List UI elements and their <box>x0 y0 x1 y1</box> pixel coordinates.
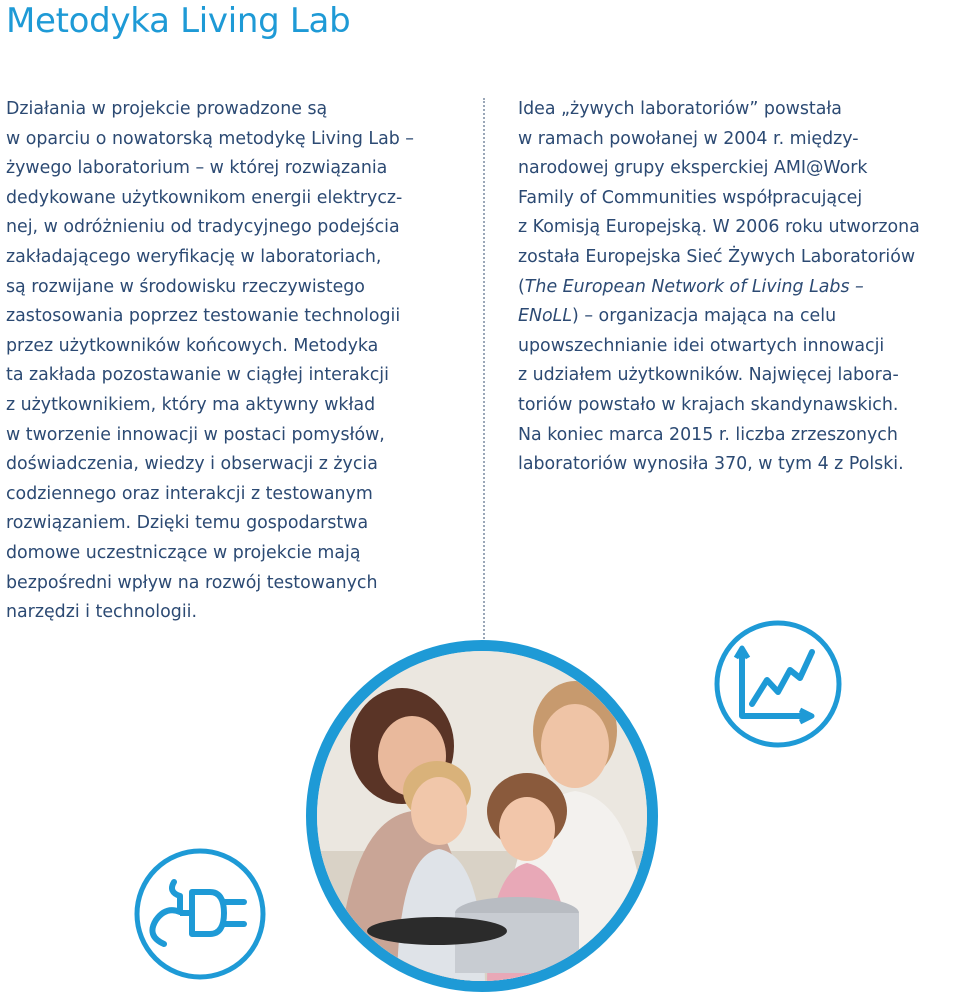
right-line: z udziałem użytkowników. Najwięcej labora- <box>518 365 899 386</box>
right-line: została Europejska Sieć Żywych Laboratoriów <box>518 246 916 267</box>
left-line: doświadczenia, wiedzy i obserwacji z życia <box>6 454 378 475</box>
right-line: z Komisją Europejską. W 2006 roku utworzona <box>518 217 920 238</box>
dotted-column-divider <box>483 98 485 658</box>
left-line: z użytkownikiem, który ma aktywny wkład <box>6 394 376 415</box>
left-line: w tworzenie innowacji w postaci pomysłów, <box>6 424 385 445</box>
page-title: Metodyka Living Lab <box>6 1 351 41</box>
right-line: laboratoriów wynosiła 370, w tym 4 z Polski. <box>518 454 904 475</box>
left-line: ta zakłada pozostawanie w ciągłej interakcji <box>6 365 389 386</box>
right-line: Family of Communities współpracującej <box>518 187 863 208</box>
right-column-text <box>518 95 960 480</box>
right-line: w ramach powołanej w 2004 r. między- <box>518 128 859 149</box>
right-line: narodowej grupy eksperckiej AMI@Work <box>518 158 868 179</box>
left-line: codziennego oraz interakcji z testowanym <box>6 483 373 504</box>
left-line: narzędzi i technologii. <box>6 602 198 623</box>
left-line: zakładającego weryfikację w laboratoriach, <box>6 246 382 267</box>
photo-illustration <box>317 651 647 981</box>
left-line: są rozwijane w środowisku rzeczywistego <box>6 276 365 297</box>
family-cooking-photo <box>306 640 658 992</box>
left-line: rozwiązaniem. Dzięki temu gospodarstwa <box>6 513 369 534</box>
rising-line-chart-icon <box>712 618 844 750</box>
left-line: w oparciu o nowatorską metodykę Living Lab – <box>6 128 415 149</box>
electric-plug-icon <box>132 846 268 982</box>
enoll-full-name: The European Network of Living Labs – <box>524 276 864 297</box>
paren-open: ( <box>518 276 525 297</box>
left-column-text <box>6 95 476 628</box>
right-line-enoll-abbr <box>518 302 960 332</box>
left-line: dedykowane użytkownikom energii elektrycz- <box>6 187 403 208</box>
left-line: domowe uczestniczące w projekcie mają <box>6 542 361 563</box>
left-line: przez użytkowników końcowych. Metodyka <box>6 335 379 356</box>
enoll-abbreviation: ENoLL <box>518 306 573 327</box>
right-line: Na koniec marca 2015 r. liczba zrzeszonych <box>518 424 898 445</box>
left-line: Działania w projekcie prowadzone są <box>6 99 328 119</box>
enoll-description: ) – organizacja mająca na celu <box>572 306 837 327</box>
left-line: nej, w odróżnieniu od tradycyjnego podejścia <box>6 217 400 238</box>
left-line: bezpośredni wpływ na rozwój testowanych <box>6 572 378 593</box>
right-line-enoll-name <box>518 273 960 303</box>
right-line: upowszechnianie idei otwartych innowacji <box>518 335 885 356</box>
left-line: żywego laboratorium – w której rozwiązania <box>6 158 388 179</box>
right-line: Idea „żywych laboratoriów” powstała <box>518 99 842 119</box>
right-line: toriów powstało w krajach skandynawskich. <box>518 394 899 415</box>
left-line: zastosowania poprzez testowanie technologii <box>6 306 401 327</box>
